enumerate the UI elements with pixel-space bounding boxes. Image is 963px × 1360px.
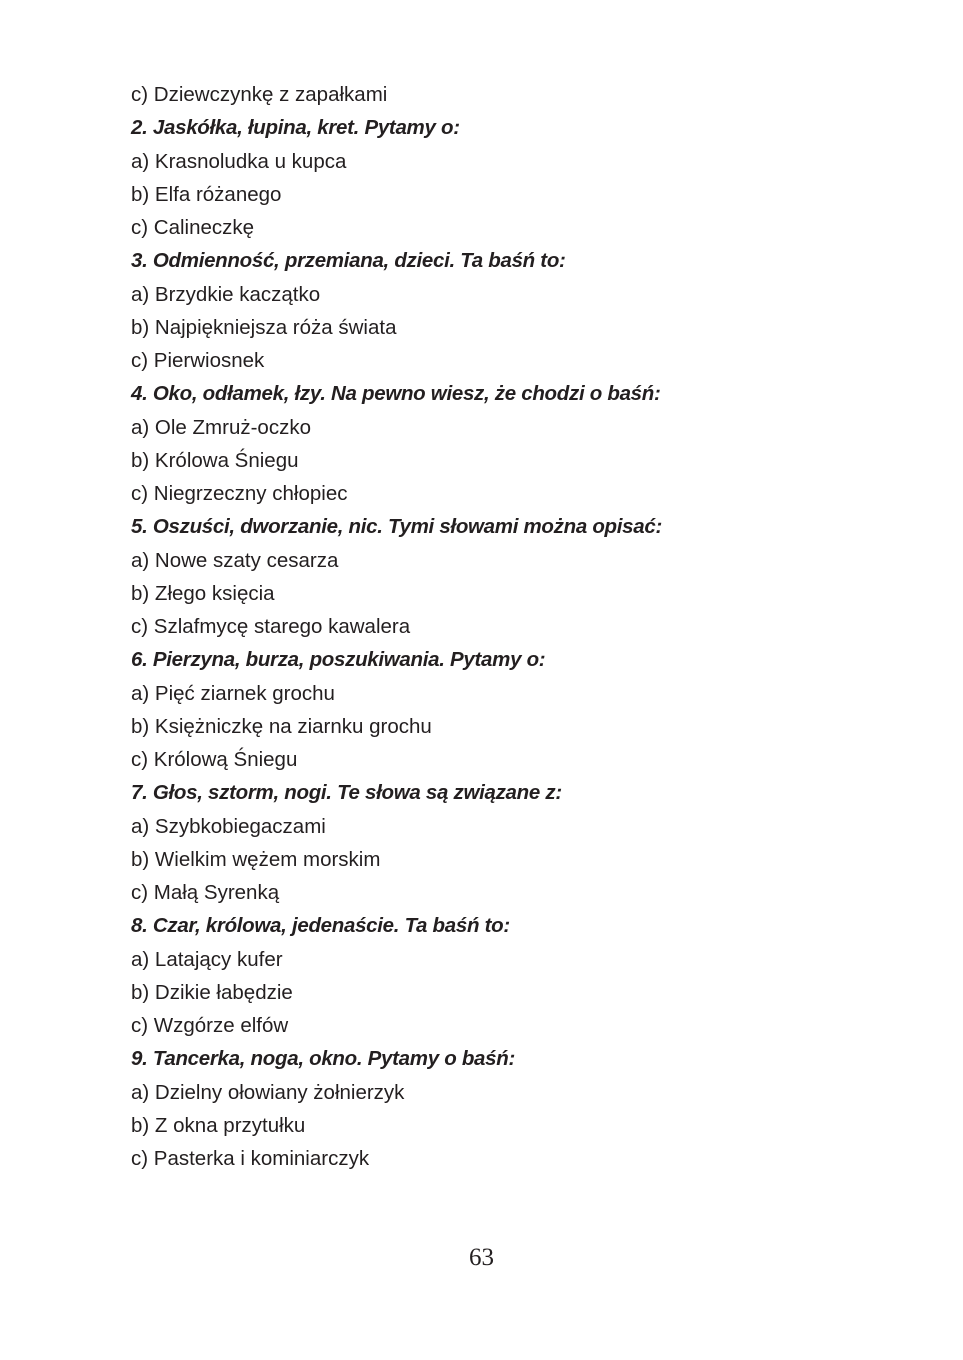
question-text: 2. Jaskółka, łupina, kret. Pytamy o:: [131, 116, 460, 140]
answer-option: b) Królowa Śniegu: [131, 448, 299, 472]
answer-option: c) Szlafmycę starego kawalera: [131, 615, 411, 638]
answer-option: c) Królową Śniegu: [131, 748, 298, 771]
answer-option: c) Calineczkę: [131, 216, 255, 239]
answer-option: a) Dzielny ołowiany żołnierzyk: [131, 1080, 405, 1104]
answer-option: b) Najpiękniejsza róża świata: [131, 315, 397, 339]
question-text: 5. Oszuści, dworzanie, nic. Tymi słowami można opisać:: [131, 515, 662, 539]
question-text: 6. Pierzyna, burza, poszukiwania. Pytamy o:: [131, 648, 546, 672]
answer-option: b) Z okna przytułku: [131, 1113, 306, 1137]
answer-option: b) Wielkim wężem morskim: [131, 847, 381, 871]
answer-option: a) Szybkobiegaczami: [131, 814, 326, 838]
page-number: 63: [469, 1244, 494, 1271]
answer-option: b) Dzikie łabędzie: [131, 980, 293, 1004]
answer-option: c) Małą Syrenką: [131, 881, 280, 904]
answer-option: a) Ole Zmruż-oczko: [131, 415, 311, 439]
quiz-list: [131, 78, 851, 1175]
answer-option: c) Dziewczynkę z zapałkami: [131, 83, 388, 106]
answer-option: b) Elfa różanego: [131, 182, 282, 206]
question-text: 9. Tancerka, noga, okno. Pytamy o baśń:: [131, 1047, 515, 1071]
answer-option: a) Latający kufer: [131, 947, 283, 971]
answer-option: c) Wzgórze elfów: [131, 1014, 289, 1037]
question-text: 3. Odmienność, przemiana, dzieci. Ta baśń to:: [131, 249, 566, 273]
answer-option: a) Brzydkie kaczątko: [131, 282, 321, 306]
answer-option: a) Pięć ziarnek grochu: [131, 681, 335, 705]
question-text: 4. Oko, odłamek, łzy. Na pewno wiesz, że chodzi o baśń:: [131, 382, 661, 406]
answer-option: c) Niegrzeczny chłopiec: [131, 482, 348, 505]
answer-option: b) Księżniczkę na ziarnku grochu: [131, 714, 432, 738]
answer-option: b) Złego księcia: [131, 581, 275, 605]
answer-option: c) Pierwiosnek: [131, 349, 265, 372]
answer-option: c) Pasterka i kominiarczyk: [131, 1147, 370, 1170]
question-text: 7. Głos, sztorm, nogi. Te słowa są związane z:: [131, 781, 562, 805]
question-text: 8. Czar, królowa, jedenaście. Ta baśń to:: [131, 914, 510, 938]
answer-option: a) Nowe szaty cesarza: [131, 548, 339, 572]
answer-option: a) Krasnoludka u kupca: [131, 149, 347, 173]
